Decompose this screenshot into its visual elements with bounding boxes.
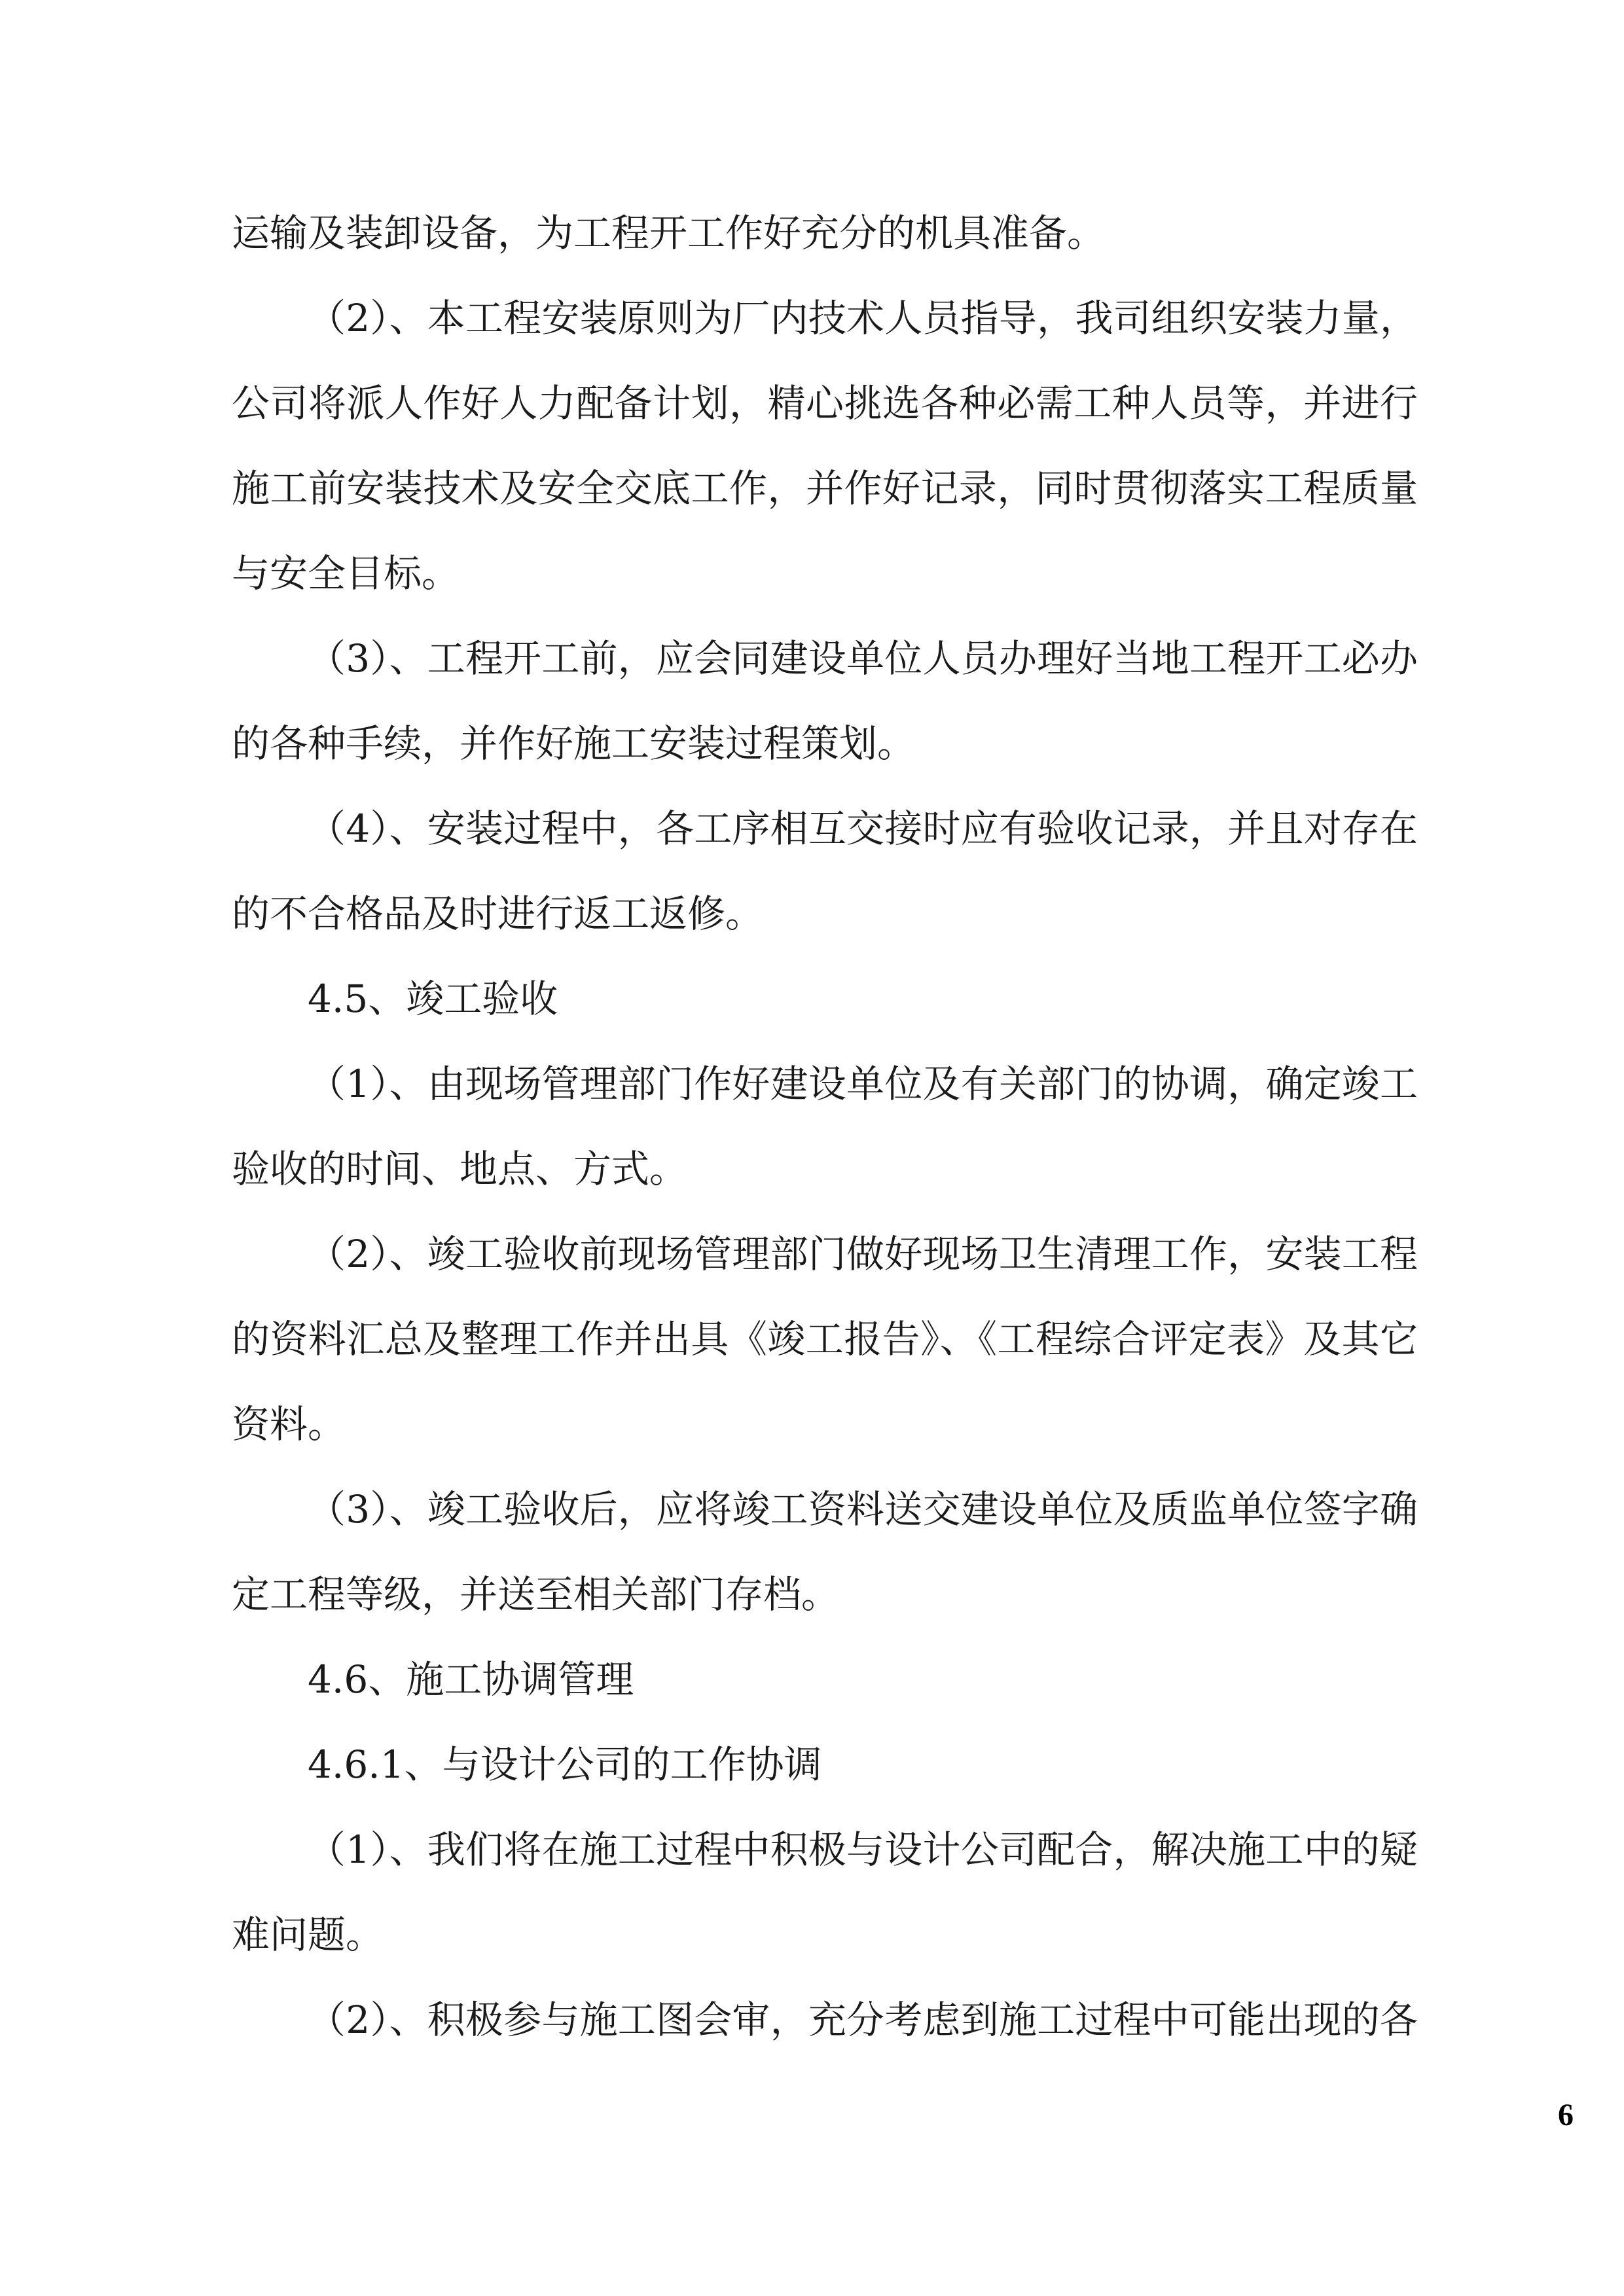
paragraph-2-line-3: 施工前安装技术及安全交底工作，并作好记录，同时贯彻落实工程质量 bbox=[232, 466, 1418, 511]
paragraph-3-line-1: （3）、工程开工前，应会同建设单位人员办理好当地工程开工必办 bbox=[308, 636, 1418, 681]
page-number: 6 bbox=[1558, 2098, 1574, 2132]
paragraph-4-line-1: （4）、安装过程中，各工序相互交接时应有验收记录，并且对存在 bbox=[308, 806, 1418, 851]
coordination-1-line-1: （1）、我们将在施工过程中积极与设计公司配合，解决施工中的疑 bbox=[308, 1827, 1418, 1872]
paragraph-2-line-1: （2）、本工程安装原则为厂内技术人员指导，我司组织安装力量， bbox=[308, 296, 1418, 340]
section-heading-4-5: 4.5、竣工验收 bbox=[308, 977, 558, 1021]
paragraph-3-line-2: 的各种手续，并作好施工安装过程策划。 bbox=[232, 721, 916, 766]
acceptance-3-line-1: （3）、竣工验收后，应将竣工资料送交建设单位及质监单位签字确 bbox=[308, 1487, 1418, 1532]
acceptance-2-line-2: 的资料汇总及整理工作并出具《竣工报告》、《工程综合评定表》及其它 bbox=[232, 1317, 1418, 1361]
paragraph-4-line-2: 的不合格品及时进行返工返修。 bbox=[232, 891, 764, 936]
acceptance-2-line-1: （2）、竣工验收前现场管理部门做好现场卫生清理工作，安装工程 bbox=[308, 1232, 1418, 1276]
coordination-1-line-2: 难问题。 bbox=[232, 1912, 384, 1957]
body-text-line: 运输及装卸设备，为工程开工作好充分的机具准备。 bbox=[232, 211, 1106, 255]
acceptance-3-line-2: 定工程等级，并送至相关部门存档。 bbox=[232, 1572, 840, 1617]
coordination-2-line-1: （2）、积极参与施工图会审，充分考虑到施工过程中可能出现的各 bbox=[308, 1998, 1418, 2042]
paragraph-2-line-4: 与安全目标。 bbox=[232, 551, 460, 596]
paragraph-2-line-2: 公司将派人作好人力配备计划，精心挑选各种必需工种人员等，并进行 bbox=[232, 381, 1418, 425]
acceptance-1-line-1: （1）、由现场管理部门作好建设单位及有关部门的协调，确定竣工 bbox=[308, 1062, 1418, 1106]
subsection-heading-4-6-1: 4.6.1、与设计公司的工作协调 bbox=[308, 1742, 822, 1787]
section-heading-4-6: 4.6、施工协调管理 bbox=[308, 1657, 634, 1702]
acceptance-2-line-3: 资料。 bbox=[232, 1402, 346, 1446]
acceptance-1-line-2: 验收的时间、地点、方式。 bbox=[232, 1147, 688, 1191]
